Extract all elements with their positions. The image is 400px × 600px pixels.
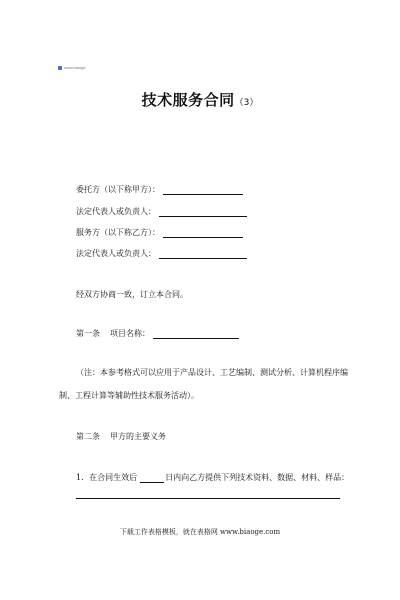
party-b-rep-blank[interactable] (159, 249, 247, 259)
article-2-title: 甲方的主要义务 (110, 432, 166, 441)
article-1-heading: 第一条 (76, 329, 100, 338)
article-1 (76, 329, 239, 339)
agreement-line: 经双方协商一致，订立本合同。 (76, 290, 188, 299)
party-b-label: 服务方（以下称乙方）： (76, 228, 160, 237)
article-2-heading: 第二条 (76, 432, 100, 441)
note-line-2: 制、工程计算等辅助性技术服务活动）。 (59, 391, 199, 400)
party-b-rep-label: 法定代表人或负责人： (76, 249, 156, 258)
party-a-rep-blank[interactable] (159, 207, 247, 217)
days-blank[interactable] (140, 473, 164, 483)
party-a-blank[interactable] (163, 185, 243, 195)
logo-text: www.biaoge (64, 65, 86, 70)
article-2 (76, 432, 166, 442)
party-b-blank[interactable] (163, 228, 243, 238)
clause-1 (76, 473, 349, 483)
party-b-field (76, 228, 243, 238)
party-b-rep-field (76, 249, 247, 259)
note-line-1: （注：本参考格式可以应用于产品设计、工艺编制、测试分析、计算机程序编 (76, 368, 348, 377)
site-logo (58, 66, 86, 70)
footer-text: 下载工作表格模板，就在表格网 www.biaoge.com (119, 528, 281, 536)
party-a-label: 委托方（以下称甲方）： (76, 185, 160, 194)
project-name-blank[interactable] (153, 329, 239, 339)
clause-1-prefix: 1．在合同生效后 (76, 473, 138, 482)
party-a-rep-field (76, 207, 247, 217)
document-title-suffix: （3） (234, 98, 259, 108)
party-a-field (76, 185, 243, 195)
document-title (0, 89, 400, 110)
party-a-rep-label: 法定代表人或负责人： (76, 207, 156, 216)
document-title-text: 技术服务合同 (141, 91, 235, 109)
clause-1-suffix: 日内向乙方提供下列技术资料、数据、材料、样品： (165, 473, 350, 482)
logo-icon (58, 66, 62, 70)
clause-1-answer-line[interactable] (76, 498, 340, 499)
project-name-label: 项目名称： (110, 329, 150, 338)
